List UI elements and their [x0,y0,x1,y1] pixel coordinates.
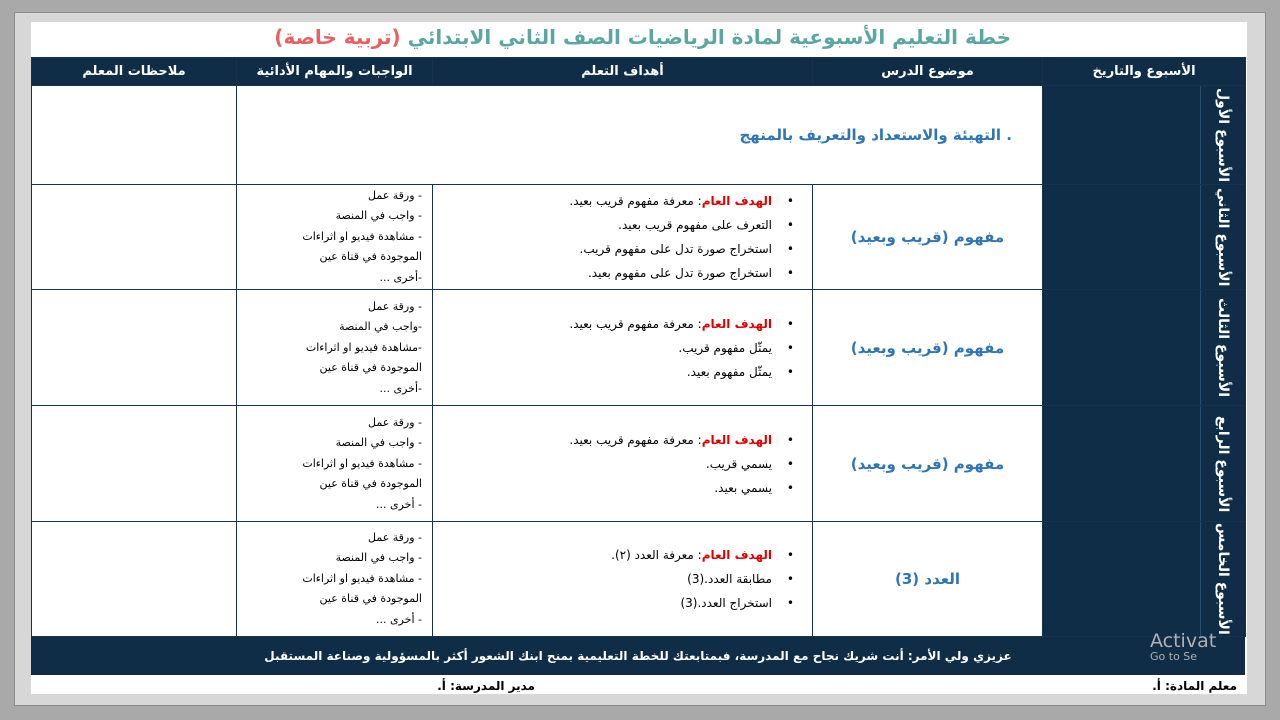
table-row-week-3 [32,290,1246,406]
tasks-cell [237,290,433,406]
week-label: الأسبوع الرابع [1200,406,1245,521]
objective-item: • استخراج صورة تدل على مفهوم قريب. [443,237,772,261]
task-item: - أخرى ... [376,612,422,626]
objective-item: • مطابقة العدد.(3) [443,567,772,591]
week-cell [1043,290,1246,406]
tasks-cell [237,184,433,290]
task-item: - مشاهدة فيديو او اثراءات [302,229,422,243]
task-item: - ورقة عمل [368,299,422,313]
week-cell [1043,522,1246,637]
task-item: - مشاهدة فيديو او اثراءات [302,456,422,470]
week-date-cell [1043,522,1200,636]
weekly-plan-table [31,57,1246,637]
signature-row [31,677,1245,694]
objective-item: • يسمي قريب. [443,452,772,476]
lesson-topic: مفهوم (قريب وبعيد) [813,406,1043,522]
table-row-week-4 [32,406,1246,522]
objective-item: • الهدف العام: معرفة العدد (٢). [443,543,772,567]
week-cell [1043,184,1246,290]
task-item: - مشاهدة فيديو او اثراءات [302,571,422,585]
week-label: الأسبوع الثاني [1200,185,1245,290]
document-frame [14,12,1266,706]
page-title [31,22,1011,56]
objective-item: • يسمي بعيد. [443,476,772,500]
header-week-date: الأسبوع والتاريخ [1043,58,1246,86]
week-date-cell [1043,86,1200,184]
parent-message-bar: عزيزي ولي الأمر: أنت شريك نجاح مع المدرسة، فبمتابعتك للخطة التعليمية بمنح ابنك الشعور أكثر بالمسؤولية وصناعة المستقبل [31,637,1245,675]
week-date-cell [1043,185,1200,290]
task-item: الموجودة في قناة عين [319,250,422,264]
watermark-line-1: Activat [1150,630,1217,652]
principal-signature: مدير المدرسة: أ. [437,679,535,693]
task-item: -أخرى ... [379,381,422,395]
lesson-topic: مفهوم (قريب وبعيد) [813,290,1043,406]
lesson-topic: مفهوم (قريب وبعيد) [813,184,1043,290]
task-item: الموجودة في قناة عين [319,361,422,375]
objective-item: • استخراج صورة تدل على مفهوم بعيد. [443,261,772,285]
objective-item: • يمثّل مفهوم قريب. [443,336,772,360]
header-teacher-notes: ملاحظات المعلم [32,58,237,86]
table-row-week-1 [32,86,1246,185]
objective-item: • يمثّل مفهوم بعيد. [443,360,772,384]
table-row-week-5 [32,522,1246,637]
subject-teacher-signature: معلم المادة: أ. [1152,679,1237,693]
task-item: الموجودة في قناة عين [319,477,422,491]
task-item: - واجب في المنصة [335,209,422,223]
header-lesson-topic: موضوع الدرس [813,58,1043,86]
plan-sheet [31,22,1247,694]
tasks-cell [237,522,433,637]
title-sub: (تربية خاصة) [274,25,401,49]
task-item: - ورقة عمل [368,530,422,544]
week-cell [1043,406,1246,522]
header-row [32,58,1246,86]
objectives-cell [433,406,813,522]
task-item: -مشاهدة فيديو او اثراءات [305,340,422,354]
objective-item: • الهدف العام: معرفة مفهوم قريب بعيد. [443,189,772,213]
tasks-cell [237,406,433,522]
task-item: - واجب في المنصة [335,436,422,450]
week-label: الأسبوع الأول [1200,86,1245,184]
week-label: الأسبوع الثالث [1200,290,1245,405]
notes-cell [32,290,237,406]
objectives-cell [433,290,813,406]
objectives-cell [433,184,813,290]
task-item: - ورقة عمل [368,188,422,202]
task-item: - واجب في المنصة [335,551,422,565]
activation-watermark [1150,630,1216,663]
task-item: الموجودة في قناة عين [319,592,422,606]
task-item: -واجب في المنصة [339,320,422,334]
title-main: خطة التعليم الأسبوعية لمادة الرياضيات الصف الثاني الابتدائي [407,25,1011,49]
objective-item: • الهدف العام: معرفة مفهوم قريب بعيد. [443,312,772,336]
objective-item: • استخراج العدد.(3) [443,591,772,615]
objective-item: • التعرف على مفهوم قريب بعيد. [443,213,772,237]
task-item: - ورقة عمل [368,415,422,429]
intro-cell: . التهيئة والاستعداد والتعريف بالمنهج [237,86,1043,185]
objective-item: • الهدف العام: معرفة مفهوم قريب بعيد. [443,428,772,452]
week-cell [1043,86,1246,185]
week-date-cell [1043,290,1200,405]
header-homework-tasks: الواجبات والمهام الأدائية [237,58,433,86]
week-date-cell [1043,406,1200,521]
objectives-cell [433,522,813,637]
task-item: -أخرى ... [379,270,422,284]
watermark-line-2: Go to Se [1150,650,1198,663]
header-learning-objectives: أهداف التعلم [433,58,813,86]
notes-cell [32,406,237,522]
notes-cell [32,522,237,637]
lesson-topic: العدد (3) [813,522,1043,637]
week-label: الأسبوع الخامس [1200,522,1245,636]
notes-cell [32,184,237,290]
table-row-week-2 [32,184,1246,290]
notes-cell [32,86,237,185]
task-item: - أخرى ... [376,497,422,511]
